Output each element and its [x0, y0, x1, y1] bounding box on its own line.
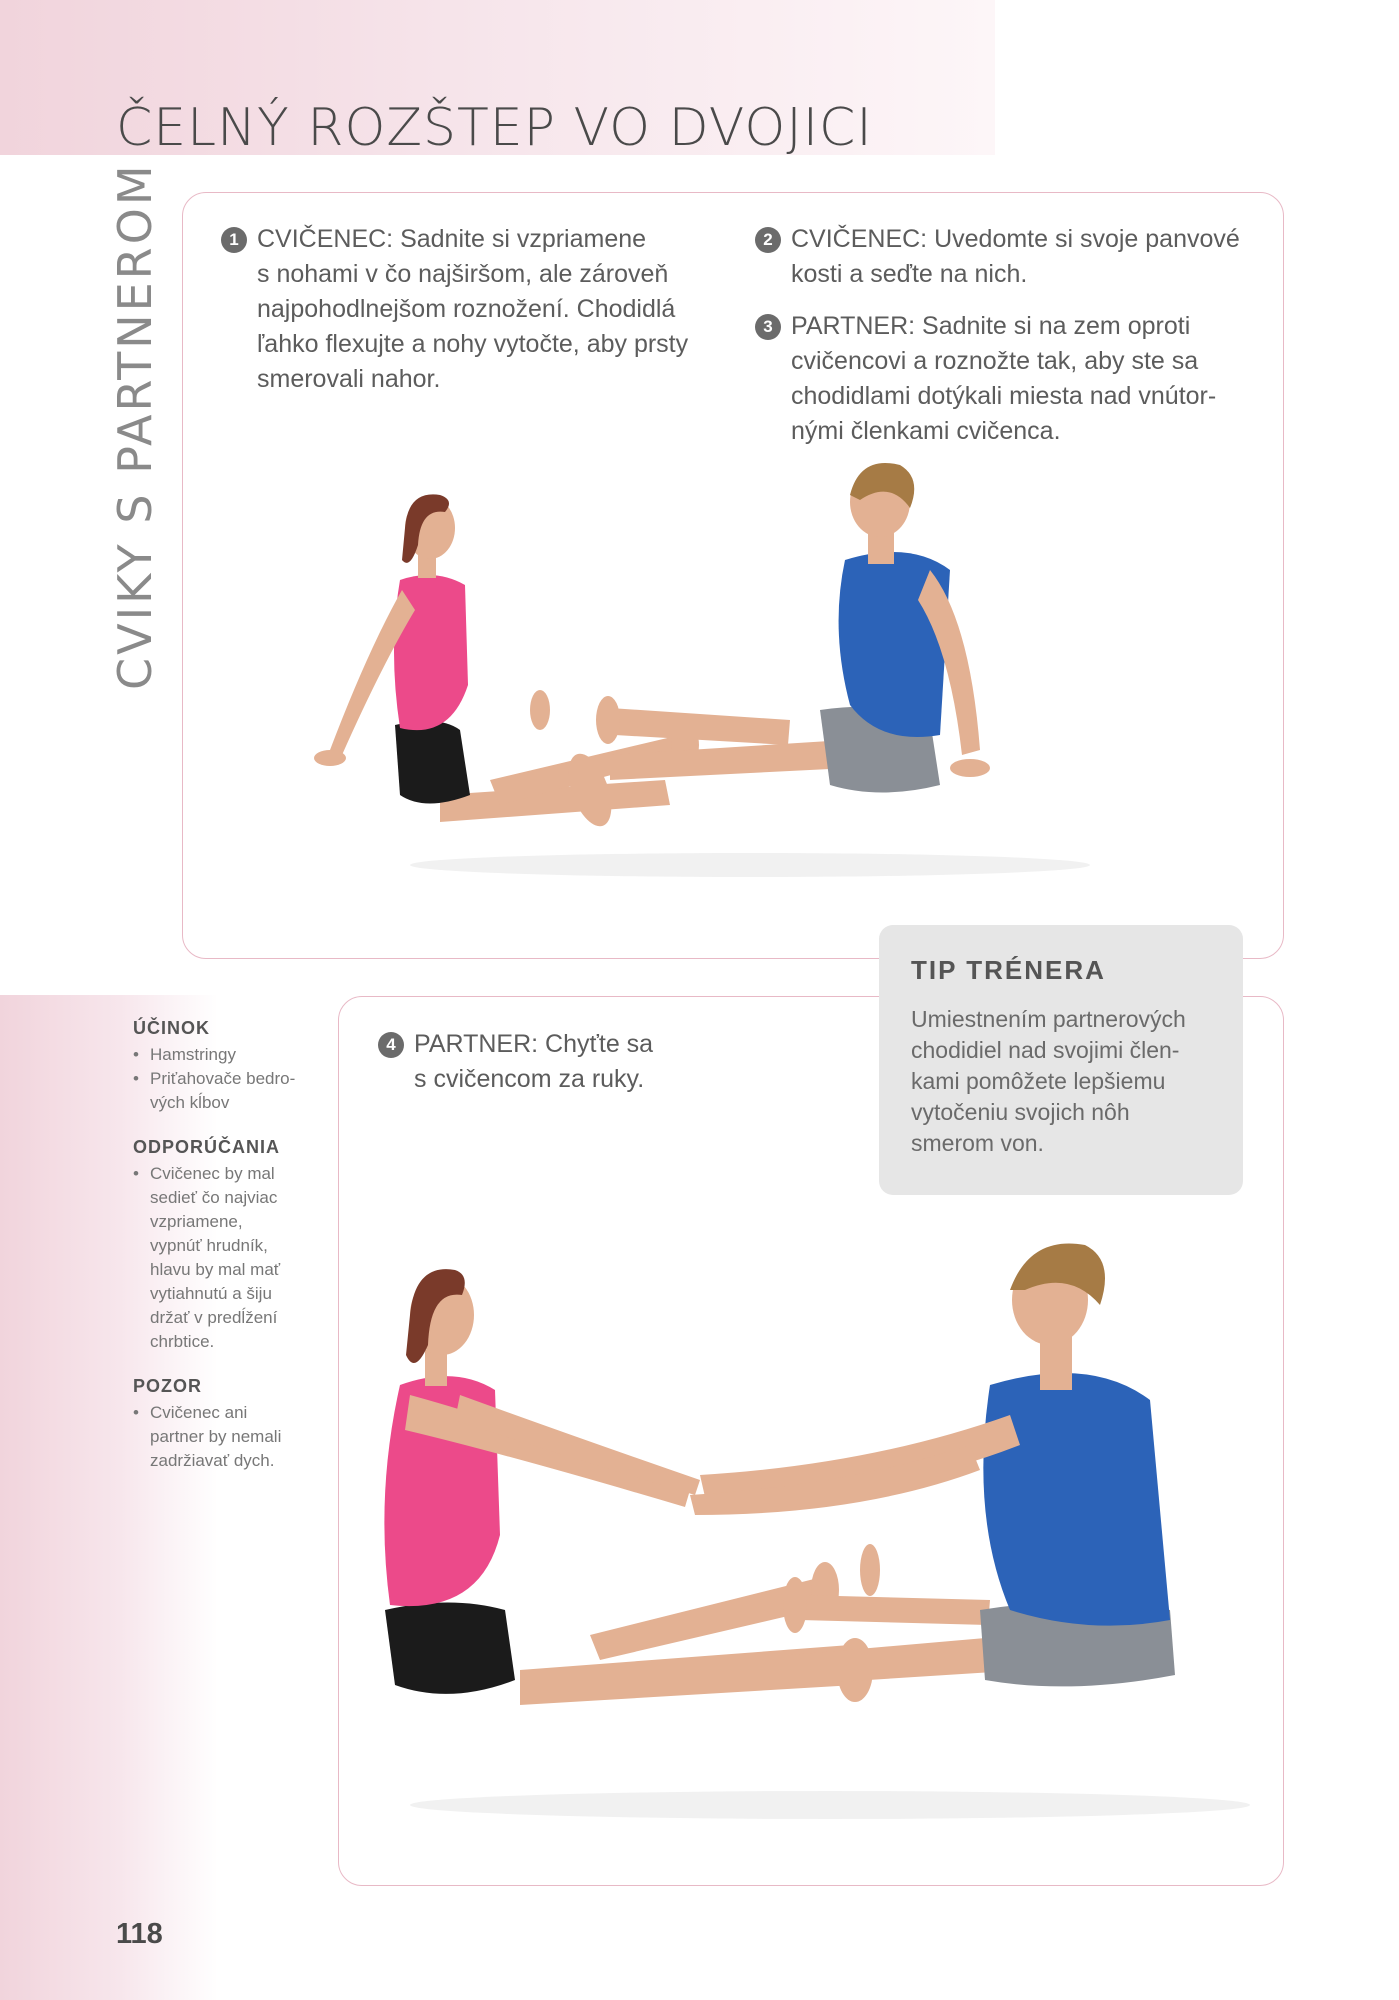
page-title: ČELNÝ ROZŠTEP VO DVOJICI: [116, 98, 873, 158]
effect-section: [133, 1018, 323, 1115]
caution-heading: POZOR: [133, 1376, 203, 1396]
step-1-line: ľahko flexujte a nohy vytočte, aby prsty: [257, 330, 689, 358]
recommendations-line: hlavu by mal mať: [150, 1260, 281, 1279]
step-1-number-badge: 1: [221, 227, 247, 253]
step-3: [763, 309, 1261, 449]
recommendations-item: [133, 1162, 323, 1354]
tip-line: vytočeniu svojich nôh: [911, 1099, 1130, 1125]
step-2-number-badge: 2: [755, 227, 781, 253]
step-4-line: s cvičencom za ruky.: [414, 1065, 645, 1093]
step-2-line: CVIČENEC: Uvedomte si svoje panvové: [791, 225, 1240, 253]
step-2-line: kosti a seďte na nich.: [791, 260, 1028, 288]
step-3-number-badge: 3: [755, 314, 781, 340]
step-1: [229, 222, 737, 397]
photo-seated-straddle: [290, 450, 1090, 890]
caution-line: • Cvičenec ani: [150, 1403, 248, 1422]
step-1-line: CVIČENEC: Sadnite si vzpriamene: [257, 225, 647, 253]
recommendations-heading: ODPORÚČANIA: [133, 1137, 281, 1157]
effect-heading: ÚČINOK: [133, 1018, 210, 1038]
step-1-line: najpohodlnejšom roznožení. Chodidlá: [257, 295, 676, 323]
woman-figure: [314, 494, 699, 831]
effect-item: [133, 1067, 323, 1115]
tip-title: TIP TRÉNERA: [911, 955, 1106, 985]
step-3-line: PARTNER: Sadnite si na zem oproti: [791, 312, 1191, 340]
step-2: [763, 222, 1261, 292]
step-1-line: smerovali nahor.: [257, 365, 441, 393]
effect-item: [133, 1043, 323, 1067]
photo-holding-hands: [370, 1215, 1250, 1825]
coach-tip-box: [879, 925, 1243, 1195]
effect-item-line: • Hamstringy: [150, 1045, 236, 1064]
man-figure: [530, 463, 990, 793]
caution-item: [133, 1401, 323, 1473]
step-4-number-badge: 4: [378, 1032, 404, 1058]
tip-line: chodidiel nad svojimi člen-: [911, 1037, 1180, 1063]
step-4: [386, 1027, 734, 1097]
caution-line: zadržiavať dych.: [150, 1451, 275, 1470]
step-3-line: cvičencovi a roznožte tak, aby ste sa: [791, 347, 1199, 375]
tip-line: kami pomôžete lepšiemu: [911, 1068, 1166, 1094]
effect-item-line: vých kĺbov: [150, 1093, 230, 1112]
recommendations-line: • Cvičenec by mal: [150, 1164, 275, 1183]
recommendations-section: [133, 1137, 323, 1354]
caution-line: partner by nemali: [150, 1427, 282, 1446]
tip-line: smerom von.: [911, 1130, 1044, 1156]
recommendations-line: vypnúť hrudník,: [150, 1236, 268, 1255]
step-4-line: PARTNER: Chyťte sa: [414, 1030, 654, 1058]
page-number: 118: [116, 1918, 163, 1950]
recommendations-line: vzpriamene,: [150, 1212, 243, 1231]
step-3-line: chodidlami dotýkali miesta nad vnútor-: [791, 382, 1217, 410]
step-3-line: nými členkami cvičenca.: [791, 417, 1061, 445]
section-label: CVIKY S PARTNEROM: [108, 162, 162, 690]
step-1-line: s nohami v čo najširšom, ale zároveň: [257, 260, 669, 288]
caution-section: [133, 1376, 323, 1473]
tip-text: [911, 1004, 1211, 1159]
recommendations-line: vytiahnutú a šiju: [150, 1284, 272, 1303]
effect-item-line: • Priťahovače bedro-: [150, 1069, 296, 1088]
tip-line: Umiestnením partnerových: [911, 1006, 1186, 1032]
recommendations-line: chrbtice.: [150, 1332, 215, 1351]
recommendations-line: držať v predĺžení: [150, 1308, 278, 1327]
recommendations-line: sedieť čo najviac: [150, 1188, 278, 1207]
exercise-info-sidebar: [133, 1018, 323, 1495]
